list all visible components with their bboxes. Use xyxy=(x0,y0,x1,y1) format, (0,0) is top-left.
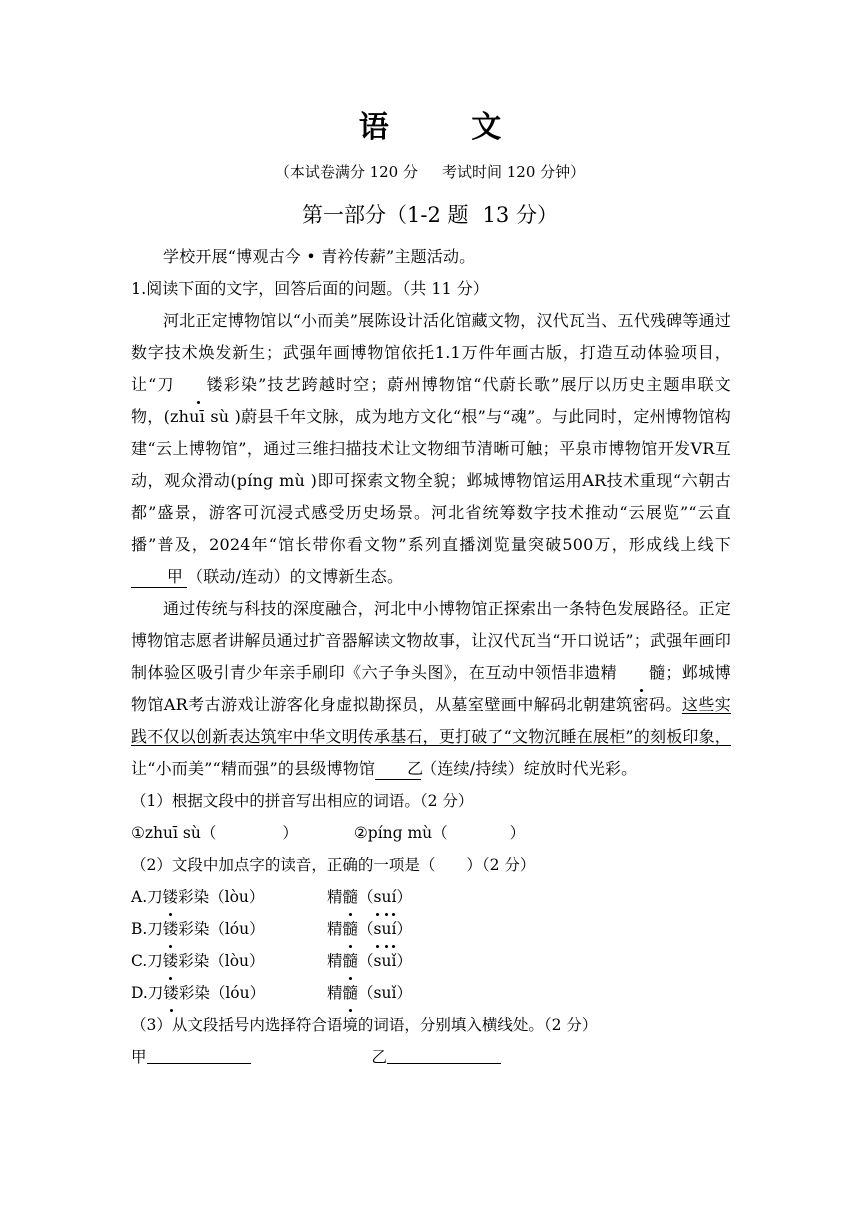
option-c[interactable] xyxy=(131,945,731,977)
dotted-char-lou: 镂 xyxy=(163,977,179,1009)
option-reading-2: suǐ xyxy=(373,952,397,970)
option-reading-2: suí xyxy=(374,920,397,938)
dotted-char-lou: 镂 xyxy=(163,881,179,913)
reading-paragraph-2 xyxy=(131,593,731,785)
paragraph-2-text-3: 让“小而美”“精而强”的县级博物馆 xyxy=(131,759,376,778)
section-heading-part: 第一部分（1-2 题 xyxy=(302,203,469,227)
dotted-char-sui: 髓 xyxy=(343,945,359,977)
option-word-2: 精 xyxy=(327,888,343,906)
option-paren-open: （ xyxy=(358,984,374,1002)
sub-question-1: （1）根据文段中的拼音写出相应的词语。（2 分） xyxy=(131,792,474,810)
option-paren-close: ） xyxy=(396,888,412,906)
dotted-char-sui: 髓 xyxy=(617,657,665,689)
dotted-char-lou: 镂 xyxy=(175,369,223,401)
option-word-2: 精 xyxy=(327,984,343,1002)
option-reading-1: 彩染（lóu） xyxy=(178,920,265,938)
paragraph-1-text-2: 彩染”技艺跨越时空；蔚州博物馆“代蔚长歌”展厅以历史主题串联文物，(zhuī sù )蔚县千年文脉，成为地方文化“根”与“魂”。与此同时，定州博物馆构建“云上博物馆”，通过三维扫描技术让文物细节清晰可触；平泉市博物馆开发VR互动，观众滑动(pínɡ mù )即可探索文物全貌；邺城博物馆运用AR技术重现“六朝古都”盛景，游客可沉浸式感受历史场景。河北省统筹数字技术推动“云展览”“云直播”普及，2024年“馆长带你看文物”系列直播浏览量突破500万，形成线上线下 xyxy=(131,375,732,554)
score-info: （本试卷满分 120 分 xyxy=(274,163,418,181)
option-reading-1: 彩染（lóu） xyxy=(178,984,266,1002)
option-label: A.刀 xyxy=(131,888,163,906)
time-info: 考试时间 120 分钟） xyxy=(442,163,586,181)
answer-label-yi: 乙 xyxy=(371,1048,388,1066)
reading-paragraph-1 xyxy=(131,305,731,593)
sub-question-3: （3）从文段括号内选择符合语境的词语，分别填入横线处。（2 分） xyxy=(131,1016,598,1034)
underlined-sentence: 这些实践不仅以创新表达筑牢中华文明传承基石，更打破了“文物沉睡在展柜”的刻板印象， xyxy=(131,695,731,746)
option-paren-open: （ xyxy=(358,920,374,938)
option-d[interactable] xyxy=(131,977,731,1009)
option-paren-open: （ xyxy=(358,952,374,970)
option-a[interactable] xyxy=(131,881,731,913)
sub-question-1-answers xyxy=(131,817,731,849)
option-reading-1: 彩染（lòu） xyxy=(178,888,265,906)
page-title: 语 文 xyxy=(358,110,538,145)
option-label: B.刀 xyxy=(131,920,163,938)
option-word-2: 精 xyxy=(327,952,343,970)
answer-line-yi[interactable] xyxy=(387,1047,501,1064)
option-reading-2: suí xyxy=(374,888,397,906)
section-heading-score: 13 分） xyxy=(482,203,558,227)
paragraph-2-text: 通过传统与科技的深度融合，河北中小博物馆正探索出一条特色发展路径。正定博物馆志愿者讲解员通过扩音器解读文物故事，让汉代瓦当“开口说话”；武强年画印制体验区吸引青少年亲手刷印《六子争头图》，在互动中领悟非遗精 xyxy=(131,599,731,682)
options-list xyxy=(131,881,731,1009)
pinyin-prompt-b: ②pínɡ mù（ xyxy=(353,824,448,842)
exam-info xyxy=(0,160,860,184)
dotted-char-sui: 髓 xyxy=(343,977,359,1009)
answer-line-jia[interactable] xyxy=(147,1047,251,1064)
option-word-2: 精 xyxy=(327,920,343,938)
option-paren-close: ） xyxy=(396,984,412,1002)
option-label: C.刀 xyxy=(131,952,163,970)
exam-body xyxy=(131,241,731,1073)
dotted-char-lou: 镂 xyxy=(163,945,179,977)
pinyin-prompt-a-close: ） xyxy=(282,824,298,842)
activity-intro: 学校开展“博观古今 • 青衿传薪”主题活动。 xyxy=(163,247,476,266)
dotted-char-sui: 髓 xyxy=(343,881,359,913)
blank-yi: 乙 xyxy=(375,759,421,780)
answer-lines xyxy=(131,1041,731,1073)
dotted-char-sui: 髓 xyxy=(343,913,359,945)
paragraph-1-text: 河北正定博物馆以“小而美”展陈设计活化馆藏文物，汉代瓦当、五代残碑等通过数字技术焕发新生；武强年画博物馆依托1.1万件年画古版，打造互动体验项目，让“刀 xyxy=(131,311,731,394)
blank-jia: 甲 xyxy=(131,567,187,588)
paragraph-1-text-3: （联动/连动）的文博新生态。 xyxy=(187,567,404,586)
option-paren-close: ） xyxy=(396,920,412,938)
pinyin-prompt-a: ①zhuī sù（ xyxy=(131,824,217,842)
answer-label-jia: 甲 xyxy=(131,1048,147,1066)
option-b[interactable] xyxy=(131,913,731,945)
option-reading-2: suǐ xyxy=(373,984,397,1002)
option-label: D.刀 xyxy=(131,984,164,1002)
option-reading-1: 彩染（lòu） xyxy=(178,952,265,970)
dotted-char-lou: 镂 xyxy=(163,913,179,945)
paragraph-2-text-4: （连续/持续）绽放时代光彩。 xyxy=(421,759,638,778)
option-paren-open: （ xyxy=(358,888,374,906)
option-paren-close: ） xyxy=(396,952,412,970)
sub-question-2: （2）文段中加点字的读音，正确的一项是（ ）（2 分） xyxy=(131,856,536,874)
question-1-stem: 1.阅读下面的文字，回答后面的问题。（共 11 分） xyxy=(131,279,489,298)
pinyin-prompt-b-close: ） xyxy=(509,824,526,842)
paragraph-2-text-2: ；邺城博物馆AR考古游戏让游客化身虚拟勘探员，从墓室壁画中解码北朝建筑密码。 xyxy=(131,663,731,714)
section-heading xyxy=(0,198,860,232)
